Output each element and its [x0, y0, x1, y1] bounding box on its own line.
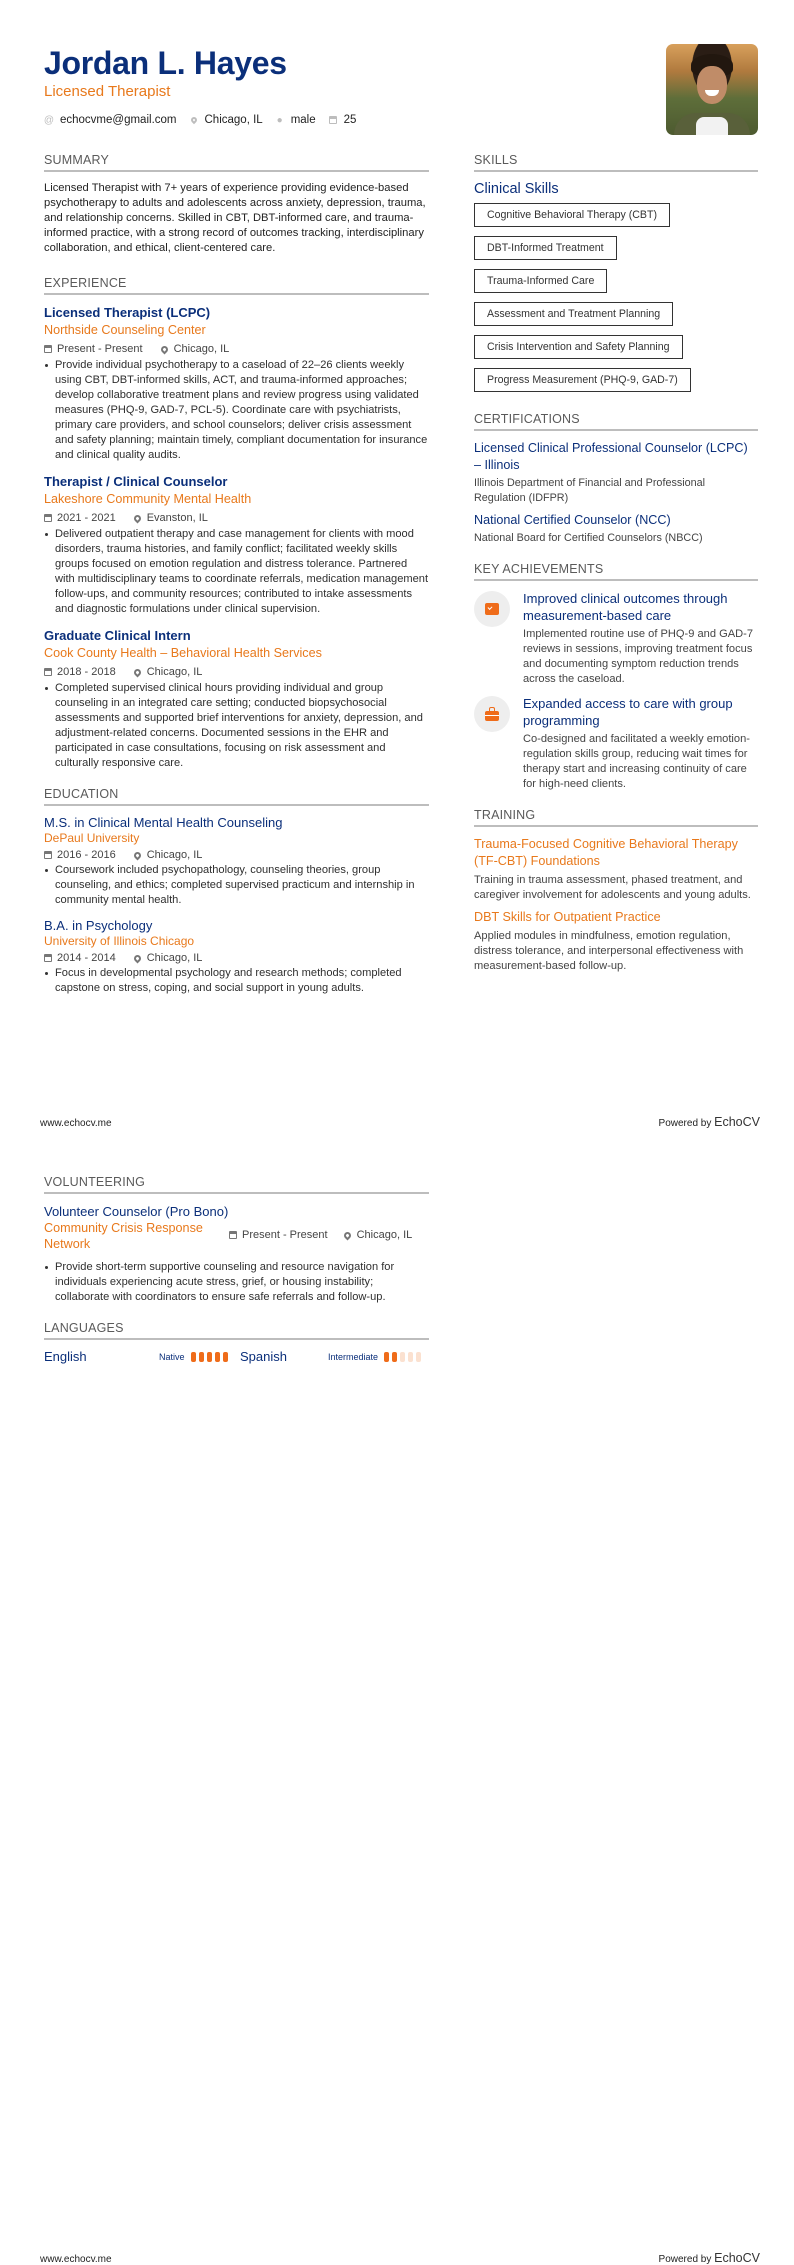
- job-meta: [44, 343, 429, 355]
- cert-title: National Certified Counselor (NCC): [474, 513, 671, 527]
- education-item: [44, 918, 429, 996]
- resume-header: [44, 44, 664, 126]
- location-pin-icon: [189, 115, 199, 125]
- language-level: Native: [159, 1351, 185, 1362]
- right-column: [474, 153, 758, 980]
- languages-list: [44, 1349, 429, 1364]
- section-title-achievements: KEY ACHIEVEMENTS: [474, 562, 758, 581]
- language-name: English: [44, 1349, 87, 1364]
- calendar-icon: [229, 1231, 237, 1239]
- footer-powered: Powered by EchoCV: [658, 2251, 760, 2265]
- skills-section: [474, 153, 758, 401]
- skill-tag: Assessment and Treatment Planning: [474, 302, 673, 326]
- at-icon: @: [43, 114, 55, 126]
- footer-brand[interactable]: EchoCV: [714, 1115, 760, 1129]
- location-pin-icon: [159, 344, 169, 354]
- section-title-volunteering: VOLUNTEERING: [44, 1175, 429, 1194]
- location-pin-icon: [132, 667, 142, 677]
- job-title: Licensed Therapist (LCPC): [44, 305, 211, 320]
- person-icon: ●: [276, 114, 283, 126]
- page-footer: [40, 2251, 760, 2265]
- language-item: [44, 1349, 240, 1364]
- location-pin-icon: [132, 513, 142, 523]
- edu-dates: 2014 - 2014: [57, 952, 116, 964]
- contact-bar: [44, 114, 664, 126]
- calendar-icon: [44, 851, 52, 859]
- job-meta: [44, 666, 429, 678]
- language-rating: [191, 1352, 231, 1362]
- section-title-summary: SUMMARY: [44, 153, 429, 172]
- skill-tag: Progress Measurement (PHQ-9, GAD-7): [474, 368, 691, 392]
- volunteering-item: [44, 1203, 429, 1305]
- candidate-name: Jordan L. Hayes: [44, 45, 287, 81]
- cert-org: Illinois Department of Financial and Professional Regulation (IDFPR): [474, 477, 706, 504]
- contact-age: [328, 114, 357, 126]
- footer-powered: Powered by EchoCV: [658, 1115, 760, 1129]
- resume-page-2: [0, 1140, 794, 2265]
- contact-location: [189, 114, 263, 126]
- calendar-icon: [44, 668, 52, 676]
- edu-bullet: Coursework included psychopathology, counseling theories, group counseling, and ethics; completed supervised practicum and internship in community mental health.: [44, 863, 429, 908]
- achievements-section: [474, 562, 758, 792]
- section-title-certifications: CERTIFICATIONS: [474, 412, 758, 431]
- skill-tag: DBT-Informed Treatment: [474, 236, 617, 260]
- left-column-page-2: [44, 1175, 429, 1364]
- section-title-experience: EXPERIENCE: [44, 276, 429, 295]
- job-location: Chicago, IL: [146, 666, 203, 678]
- experience-section: [44, 276, 429, 771]
- volunteer-title: Volunteer Counselor (Pro Bono): [44, 1204, 229, 1219]
- training-desc: Training in trauma assessment, phased treatment, and caregiver involvement for adolescents and young adults.: [474, 874, 751, 901]
- screen-icon: [474, 591, 510, 627]
- edu-location: Chicago, IL: [146, 952, 203, 964]
- language-item: [240, 1349, 424, 1364]
- language-name: Spanish: [240, 1349, 287, 1364]
- left-column: [44, 153, 429, 1006]
- contact-gender: [275, 114, 316, 126]
- languages-section: [44, 1321, 429, 1364]
- job-org: Cook County Health – Behavioral Health Services: [44, 646, 322, 660]
- location-pin-icon: [132, 953, 142, 963]
- summary-section: [44, 153, 429, 256]
- skill-tag: Crisis Intervention and Safety Planning: [474, 335, 683, 359]
- location-pin-icon: [342, 1230, 352, 1240]
- page-footer: [40, 1115, 760, 1129]
- degree-title: B.A. in Psychology: [44, 918, 153, 933]
- certification-item: [474, 512, 758, 546]
- training-item: [474, 836, 758, 903]
- training-title: DBT Skills for Outpatient Practice: [474, 910, 661, 924]
- section-title-education: EDUCATION: [44, 787, 429, 806]
- school-name: University of Illinois Chicago: [44, 934, 195, 948]
- education-item: [44, 815, 429, 908]
- volunteer-dates: Present - Present: [242, 1229, 328, 1241]
- job-location: Evanston, IL: [146, 512, 208, 524]
- job-meta: [44, 512, 429, 524]
- volunteering-section: [44, 1175, 429, 1305]
- achievement-title: Expanded access to care with group programming: [523, 696, 733, 728]
- training-desc: Applied modules in mindfulness, emotion regulation, distress tolerance, and interpersonal effectiveness with measurement-based follow-up.: [474, 930, 744, 972]
- footer-url[interactable]: www.echocv.me: [40, 2254, 112, 2265]
- job-dates: 2021 - 2021: [57, 512, 116, 524]
- training-item: [474, 909, 758, 974]
- volunteer-location: Chicago, IL: [356, 1229, 413, 1241]
- job-title: Therapist / Clinical Counselor: [44, 474, 228, 489]
- location-text: Chicago, IL: [204, 114, 263, 126]
- certification-item: [474, 440, 758, 506]
- experience-item: [44, 304, 429, 463]
- cert-title: Licensed Clinical Professional Counselor (LCPC) – Illinois: [474, 441, 748, 472]
- section-title-training: TRAINING: [474, 808, 758, 827]
- edu-location: Chicago, IL: [146, 849, 203, 861]
- age-text: 25: [343, 114, 357, 126]
- job-bullet: Provide individual psychotherapy to a caseload of 22–26 clients weekly using CBT, DBT-informed skills, ACT, and trauma-informed approaches; develop collaborative treatment plans and review progress using validated measures (PHQ-9, GAD-7, PCL-5). Coordinate care with psychiatrists, primary care providers, and school counselors; deliver crisis assessment and safety planning; maintain timely, compliant documentation for insurance and clinical quality audits.: [44, 358, 429, 463]
- achievement-title: Improved clinical outcomes through measurement-based care: [523, 591, 728, 623]
- skill-tag: Trauma-Informed Care: [474, 269, 607, 293]
- skill-group-title: Clinical Skills: [474, 181, 559, 197]
- job-org: Northside Counseling Center: [44, 323, 206, 337]
- job-org: Lakeshore Community Mental Health: [44, 492, 252, 506]
- volunteer-bullet: Provide short-term supportive counseling and resource navigation for individuals experiencing acute stress, grief, or housing instability; collaborate with coordinators to ensure safe referrals and follow-up.: [44, 1260, 429, 1305]
- edu-meta: [44, 849, 429, 861]
- achievement-desc: Implemented routine use of PHQ-9 and GAD-7 reviews in sessions, improving treatment focus and documenting symptom reduction trends across the caseload.: [523, 628, 754, 685]
- email-text: echocvme@gmail.com: [60, 114, 177, 126]
- language-rating: [384, 1352, 424, 1362]
- training-section: [474, 808, 758, 974]
- edu-dates: 2016 - 2016: [57, 849, 116, 861]
- edu-meta: [44, 952, 429, 964]
- education-section: [44, 787, 429, 996]
- job-dates: 2018 - 2018: [57, 666, 116, 678]
- calendar-icon: [44, 954, 52, 962]
- calendar-icon: [328, 115, 338, 125]
- footer-url[interactable]: www.echocv.me: [40, 1118, 112, 1129]
- job-location: Chicago, IL: [173, 343, 230, 355]
- job-title: Graduate Clinical Intern: [44, 628, 191, 643]
- experience-item: [44, 473, 429, 617]
- training-title: Trauma-Focused Cognitive Behavioral Therapy (TF-CBT) Foundations: [474, 837, 738, 868]
- achievement-item: [474, 590, 758, 687]
- candidate-role: Licensed Therapist: [44, 83, 171, 100]
- job-bullet: Completed supervised clinical hours providing individual and group counseling in an integrated care setting; conducted biopsychosocial assessments and supported brief interventions for anxiety, depression, and adjustment-related concerns. Documented sessions in the EHR and participated in case consultations, focusing on risk assessment and culturally responsive care.: [44, 681, 429, 771]
- job-bullet: Delivered outpatient therapy and case management for clients with mood disorders, trauma histories, and family conflict; facilitated weekly skills groups focused on emotion regulation and distress tolerance. Partnered with multidisciplinary teams to coordinate referrals, medication management follow-ups, and community resources; contributed to intake assessments and diagnostic formulations under clinical supervision.: [44, 527, 429, 617]
- job-dates: Present - Present: [57, 343, 143, 355]
- briefcase-icon: [474, 696, 510, 732]
- experience-item: [44, 627, 429, 771]
- profile-photo: [666, 44, 758, 135]
- location-pin-icon: [132, 850, 142, 860]
- degree-title: M.S. in Clinical Mental Health Counseling: [44, 815, 283, 830]
- summary-text: Licensed Therapist with 7+ years of experience providing evidence-based psychotherapy to adults and adolescents across anxiety, depression, trauma, and relationship concerns. Skilled in CBT, DBT-informed care, and trauma-informed practice, with a strong record of outcomes tracking, interdisciplinary collaboration, and ethical, client-centered care.: [44, 182, 426, 254]
- edu-bullet: Focus in developmental psychology and research methods; completed capstone on stress, coping, and social support in young adults.: [44, 966, 429, 996]
- certifications-section: [474, 412, 758, 546]
- section-title-skills: SKILLS: [474, 153, 758, 172]
- skill-tag: Cognitive Behavioral Therapy (CBT): [474, 203, 670, 227]
- gender-text: male: [290, 114, 316, 126]
- cert-org: National Board for Certified Counselors (NBCC): [474, 532, 703, 544]
- volunteer-meta: [229, 1229, 428, 1241]
- volunteer-org: Community Crisis Response Network: [44, 1221, 203, 1251]
- calendar-icon: [44, 345, 52, 353]
- section-title-languages: LANGUAGES: [44, 1321, 429, 1340]
- school-name: DePaul University: [44, 831, 140, 845]
- contact-email[interactable]: [44, 114, 177, 126]
- achievement-desc: Co-designed and facilitated a weekly emotion-regulation skills group, reducing wait times for therapy start and increasing continuity of care for high-need clients.: [523, 733, 750, 790]
- calendar-icon: [44, 514, 52, 522]
- footer-brand[interactable]: EchoCV: [714, 2251, 760, 2265]
- achievement-item: [474, 695, 758, 792]
- language-level: Intermediate: [328, 1351, 379, 1362]
